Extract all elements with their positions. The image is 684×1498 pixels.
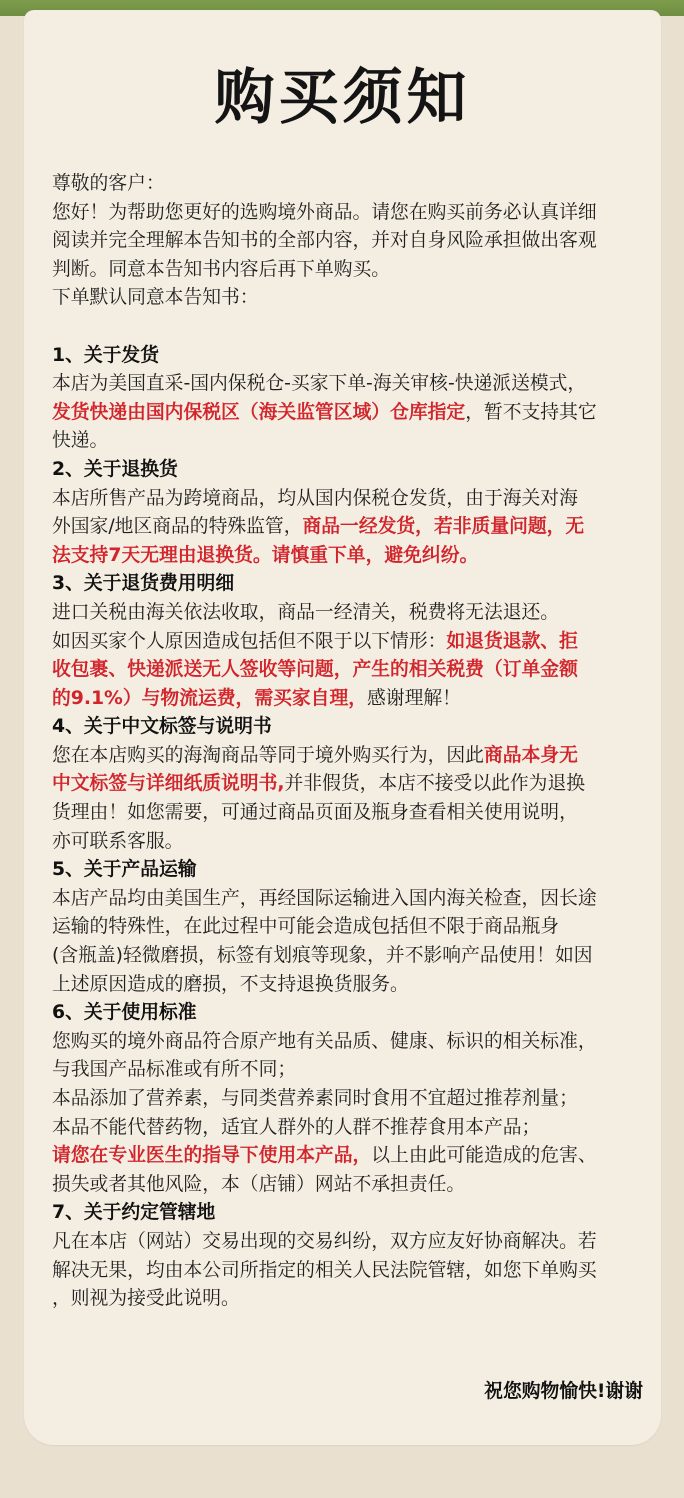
section-line: 损失或者其他风险，本（店铺）网站不承担责任。 <box>52 1173 466 1195</box>
section-line: 凡在本店（网站）交易出现的交易纠纷，双方应友好协商解决。若 <box>52 1230 597 1252</box>
body-text: 并非假货，本店不接受以此作为退换 <box>284 773 586 795</box>
section-line: 本店所售产品为跨境商品，均从国内保税仓发货，由于海关对海 <box>52 487 578 509</box>
intro-line: 判断。同意本告知书内容后再下单购买。 <box>52 258 391 280</box>
highlight-text: 商品本身无 <box>483 744 578 766</box>
section-line: 亦可联系客服。 <box>52 830 184 852</box>
section-line <box>52 628 652 657</box>
section-line: ，则视为接受此说明。 <box>52 1288 240 1310</box>
highlight-text: 中文标签与详细纸质说明书, <box>52 773 285 795</box>
greeting: 尊敬的客户： <box>52 173 165 194</box>
section-line <box>52 656 652 685</box>
highlight-text: 商品一经发货，若非质量问题，无 <box>302 516 585 538</box>
section-line <box>52 1142 652 1171</box>
section-heading-jurisdiction: 7、关于约定管辖地 <box>52 1202 216 1224</box>
highlight-text: 发货快递由国内保税区（海关监管区域）仓库指定 <box>52 401 466 423</box>
section-line <box>52 742 652 771</box>
intro-line: 您好！为帮助您更好的选购境外商品。请您在购买前务必认真详细 <box>52 201 597 223</box>
section-heading-return-fees: 3、关于退货费用明细 <box>52 573 235 595</box>
section-line <box>52 399 652 428</box>
page-title: 购买须知 <box>214 63 471 133</box>
notice-body <box>52 170 652 1314</box>
section-line <box>52 770 652 799</box>
section-heading-shipping: 1、关于发货 <box>52 344 159 366</box>
signoff-text: 祝您购物愉快!谢谢 <box>484 1381 643 1402</box>
section-line: 进口关税由海关依法收取，商品一经清关，税费将无法退还。 <box>52 601 560 623</box>
highlight-text: 收包裹、快递派送无人签收等问题，产生的相关税费（订单金额 <box>52 659 578 681</box>
section-line: 与我国产品标准或有所不同； <box>52 1059 297 1081</box>
section-heading-labels: 4、关于中文标签与说明书 <box>52 716 272 738</box>
section-line: 运输的特殊性，在此过程中可能会造成包括但不限于商品瓶身 <box>52 916 560 938</box>
section-line <box>52 542 652 571</box>
page-background <box>0 1450 684 1498</box>
section-line: (含瓶盖)轻微磨损，标签有划痕等现象，并不影响产品使用！如因 <box>52 945 593 967</box>
highlight-text: 请您在专业医生的指导下使用本产品， <box>52 1145 372 1167</box>
section-line: 您购买的境外商品符合原产地有关品质、健康、标识的相关标准， <box>52 1030 597 1052</box>
body-text: 以上由此可能造成的危害、 <box>371 1145 597 1167</box>
body-text: ，暂不支持其它 <box>465 401 597 423</box>
section-heading-returns: 2、关于退换货 <box>52 458 178 480</box>
section-line: 上述原因造成的磨损，不支持退换货服务。 <box>52 973 409 995</box>
body-text: 您在本店购买的海淘商品等同于境外购买行为，因此 <box>52 744 484 766</box>
intro-line: 阅读并完全理解本告知书的全部内容，并对自身风险承担做出客观 <box>52 230 597 252</box>
intro-line: 下单默认同意本告知书： <box>52 287 259 309</box>
notice-card <box>24 10 661 1445</box>
highlight-text: 的9.1%）与物流运费，需买家自理， <box>52 687 368 709</box>
body-text: 外国家/地区商品的特殊监管， <box>52 516 303 538</box>
section-line <box>52 513 652 542</box>
highlight-text: 法支持7天无理由退换货。请慎重下单，避免纠纷。 <box>52 544 479 566</box>
highlight-text: 如退货退款、拒 <box>446 630 578 652</box>
section-line: 本店产品均由美国生产，再经国际运输进入国内海关检查，因长途 <box>52 887 597 909</box>
section-line: 本店为美国直采-国内保税仓-买家下单-海关审核-快递派送模式， <box>52 373 587 395</box>
section-line: 快递。 <box>52 430 109 452</box>
body-text: 如因买家个人原因造成包括但不限于以下情形： <box>52 630 447 652</box>
section-line: 货理由！如您需要，可通过商品页面及瓶身查看相关使用说明， <box>52 802 578 824</box>
spacer <box>52 313 652 342</box>
body-text: 感谢理解！ <box>367 687 461 709</box>
section-heading-transport: 5、关于产品运输 <box>52 859 197 881</box>
section-line: 本品添加了营养素，与同类营养素同时食用不宜超过推荐剂量； <box>52 1088 578 1109</box>
section-heading-standards: 6、关于使用标准 <box>52 1002 197 1024</box>
section-line: 本品不能代替药物，适宜人群外的人群不推荐食用本产品； <box>52 1116 541 1138</box>
section-line <box>52 685 652 714</box>
section-line: 解决无果，均由本公司所指定的相关人民法院管辖，如您下单购买 <box>52 1259 597 1281</box>
